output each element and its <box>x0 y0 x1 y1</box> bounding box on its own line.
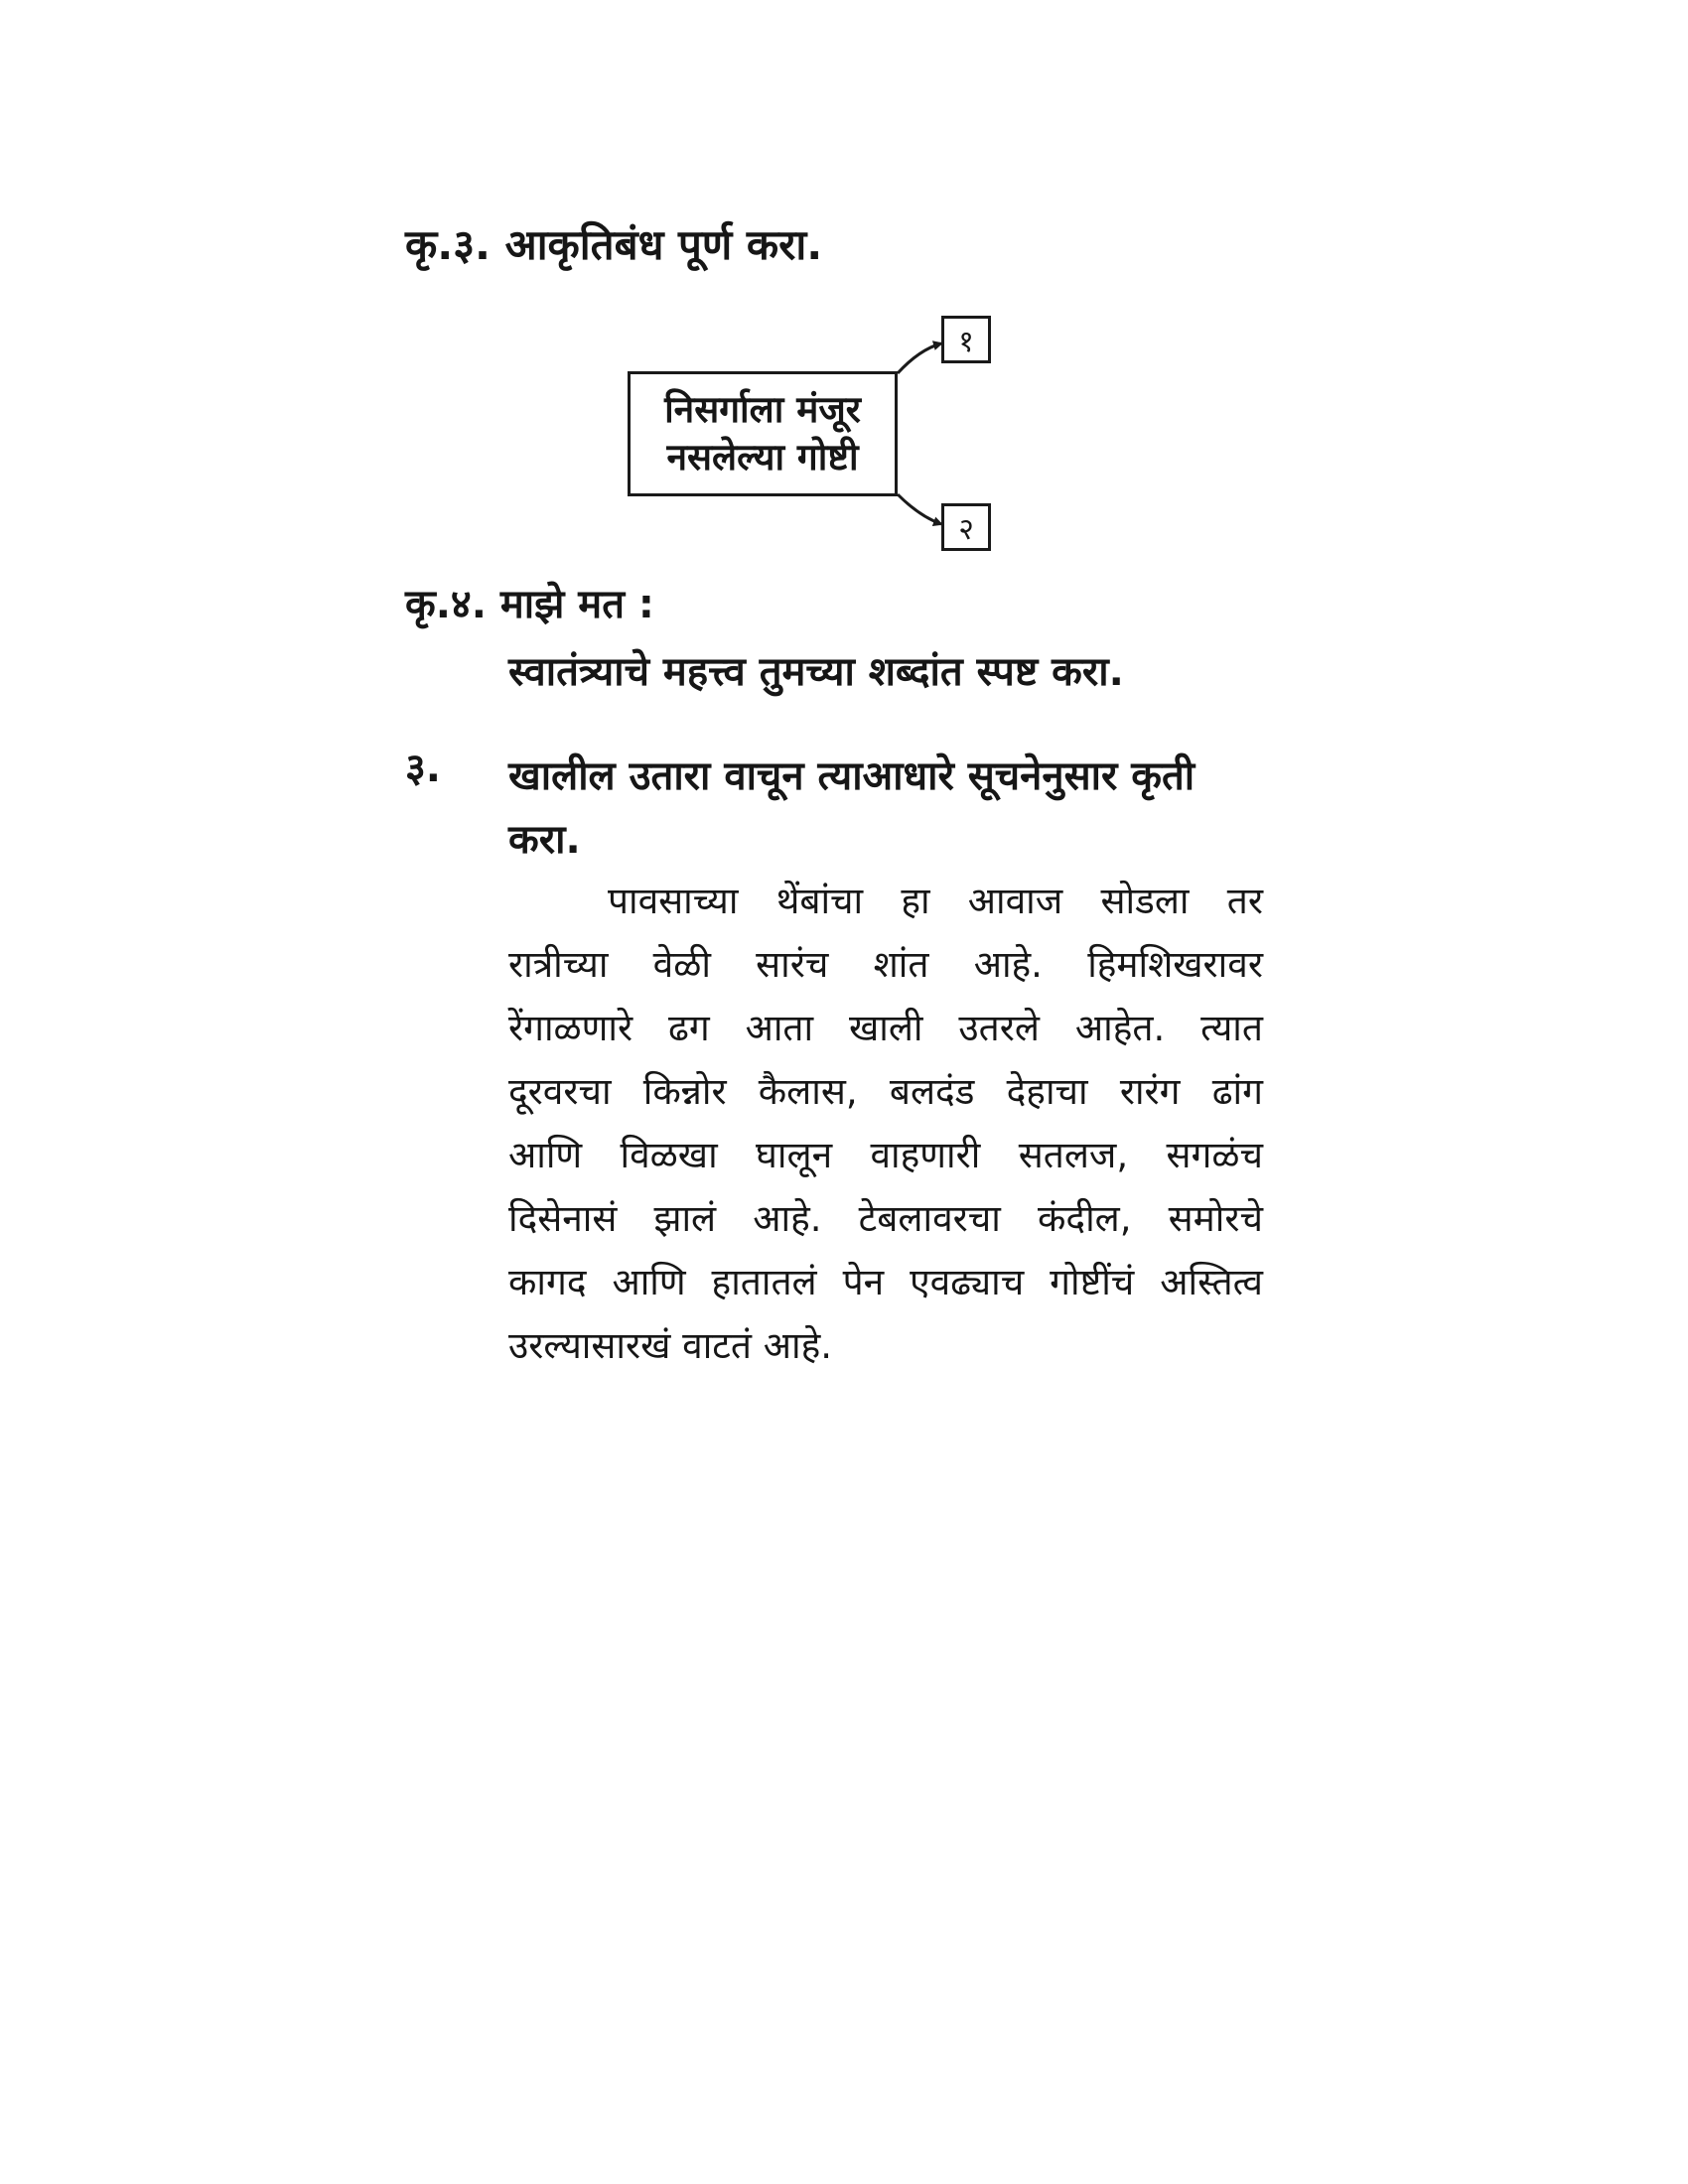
passage-word: घालून <box>756 1134 833 1176</box>
passage-line-4 <box>508 1060 1263 1124</box>
passage-word: ढग <box>668 1007 710 1049</box>
arrow-to-box-1 <box>898 343 941 373</box>
reading-passage <box>508 870 1263 1378</box>
passage-word: त्यात <box>1200 1007 1263 1049</box>
passage-word: वाहणारी <box>870 1134 981 1176</box>
passage-word: कैलास, <box>758 1070 858 1113</box>
passage-word: तर <box>1226 880 1263 922</box>
passage-word: आणि <box>508 1134 583 1176</box>
passage-line-8: उरल्यासारखं वाटतं आहे. <box>508 1324 832 1367</box>
passage-word: रात्रीच्या <box>508 943 609 986</box>
passage-word: किन्नोर <box>642 1070 727 1113</box>
question-4-prompt: स्वातंत्र्याचे महत्त्व तुमच्या शब्दांत स्पष्ट करा. <box>508 649 1124 695</box>
passage-word: झालं <box>653 1197 717 1240</box>
answer-box-2-label: २ <box>958 511 974 547</box>
center-box-line-2: नसलेल्या गोष्टी <box>666 436 859 478</box>
arrow-to-box-2 <box>898 494 941 524</box>
answer-box-1-label: १ <box>958 324 974 359</box>
passage-word: रेंगाळणारे <box>508 1007 633 1049</box>
passage-word: बलदंड <box>889 1070 975 1113</box>
diagram-center-box <box>628 371 898 496</box>
section-3-title: खालील उतारा वाचून त्याआधारे सूचनेनुसार कृती करा. <box>508 753 1196 863</box>
passage-word: अस्तित्व <box>1160 1261 1263 1303</box>
passage-word: आहे. <box>753 1197 822 1240</box>
passage-line-3 <box>508 997 1263 1060</box>
passage-word: गोष्टींचं <box>1050 1261 1135 1303</box>
passage-line-2 <box>508 933 1263 997</box>
passage-word: दूरवरचा <box>508 1070 612 1113</box>
passage-word: आहेत. <box>1074 1007 1166 1049</box>
passage-word: आणि <box>612 1261 686 1303</box>
passage-word: विळखा <box>620 1134 718 1176</box>
diagram-answer-box-1[interactable] <box>941 316 991 363</box>
passage-word: उतरले <box>958 1007 1040 1049</box>
passage-line-7 <box>508 1251 1263 1314</box>
passage-word: खाली <box>848 1007 923 1049</box>
passage-word: कागद <box>508 1261 587 1303</box>
question-3-heading: कृ.३. आकृतिबंध पूर्ण करा. <box>405 220 823 269</box>
passage-word: एवढ्याच <box>910 1261 1025 1303</box>
passage-word: हातातलं <box>711 1261 817 1303</box>
diagram-answer-box-2[interactable] <box>941 503 991 551</box>
passage-word: सगळंच <box>1166 1134 1263 1176</box>
passage-word: ढांग <box>1211 1070 1263 1113</box>
passage-word: रारंग <box>1119 1070 1181 1113</box>
section-3-number: ३. <box>405 746 441 791</box>
passage-word: सतलज, <box>1018 1134 1129 1176</box>
passage-word: सोडला <box>1100 880 1190 922</box>
passage-word: आहे. <box>973 943 1043 986</box>
passage-word: टेबलावरचा <box>858 1197 1001 1240</box>
passage-word: थेंबांचा <box>775 880 864 922</box>
passage-word: पावसाच्या <box>608 880 739 922</box>
passage-word: दिसेनासं <box>508 1197 618 1240</box>
passage-word: वेळी <box>652 943 711 986</box>
passage-word: समोरचे <box>1168 1197 1263 1240</box>
passage-word: हा <box>901 880 930 922</box>
passage-word: आता <box>745 1007 814 1049</box>
passage-line-1 <box>508 870 1263 933</box>
passage-word: शांत <box>873 943 929 986</box>
passage-word: हिमशिखरावर <box>1087 943 1263 986</box>
passage-line-6 <box>508 1187 1263 1251</box>
question-4-heading: कृ.४. माझे मत : <box>405 582 654 627</box>
passage-word: कंदील, <box>1038 1197 1132 1240</box>
passage-word: सारंच <box>756 943 829 986</box>
passage-word: देहाचा <box>1006 1070 1088 1113</box>
passage-word: आवाज <box>967 880 1063 922</box>
center-box-line-1: निसर्गाला मंजूर <box>664 387 861 431</box>
passage-line-5 <box>508 1124 1263 1187</box>
passage-word: पेन <box>842 1261 885 1303</box>
